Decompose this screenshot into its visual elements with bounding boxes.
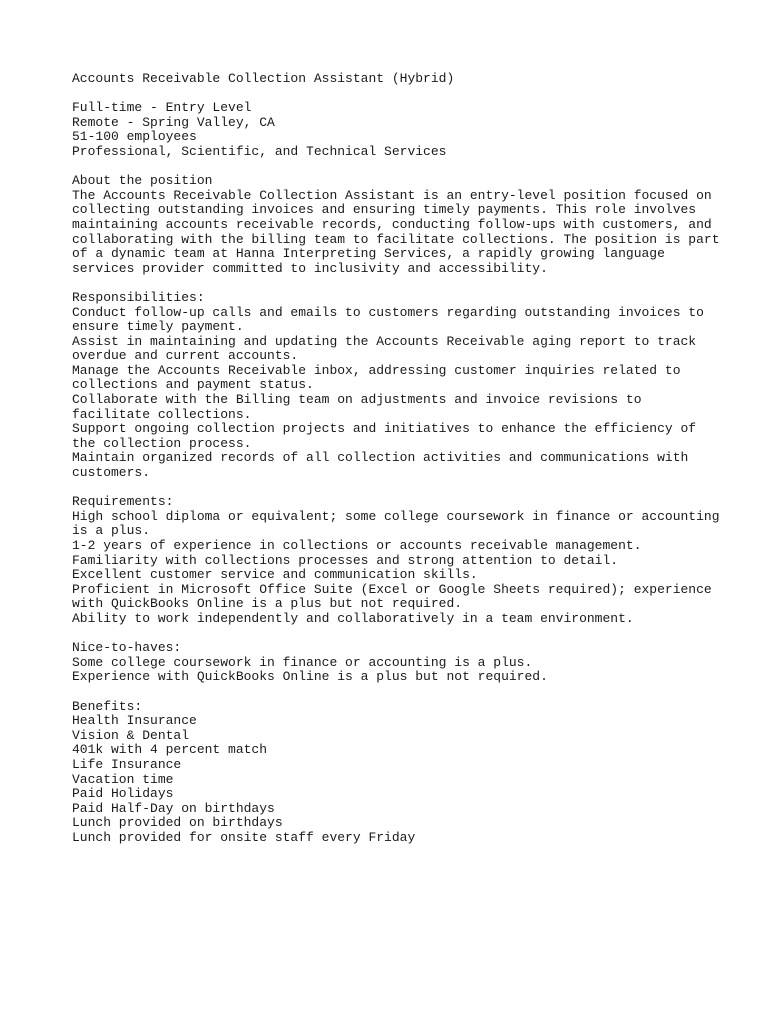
responsibility-line: collections and payment status.: [72, 377, 314, 393]
responsibility-line: customers.: [72, 465, 151, 481]
spacer: [72, 276, 712, 291]
responsibility-line: Assist in maintaining and updating the Accounts Receivable aging report to track: [72, 333, 697, 349]
job-meta: [72, 101, 712, 159]
requirement-line: 1-2 years of experience in collections or accounts receivable management.: [72, 538, 642, 553]
requirement-line: High school diploma or equivalent; some college coursework in finance or accounting: [72, 508, 720, 524]
benefit-item: Health Insurance: [72, 713, 197, 729]
nice-to-have-line: Experience with QuickBooks Online is a plus but not required.: [72, 669, 548, 685]
about-line: maintaining accounts receivable records, conducting follow-ups with customers, and: [72, 216, 712, 232]
about-line: services provider committed to inclusivity and accessibility.: [72, 260, 548, 276]
requirement-line: Proficient in Microsoft Office Suite (Excel or Google Sheets required); experience: [72, 581, 712, 597]
spacer: [72, 627, 712, 642]
responsibility-line: ensure timely payment.: [72, 319, 244, 335]
responsibility-line: the collection process.: [72, 435, 252, 451]
about-line: of a dynamic team at Hanna Interpreting Services, a rapidly growing language: [72, 246, 665, 262]
responsibilities-section: [72, 291, 712, 481]
spacer: [72, 685, 712, 700]
benefit-item: Lunch provided on birthdays: [72, 815, 283, 831]
about-line: collecting outstanding invoices and ensuring timely payments. This role involves: [72, 202, 697, 218]
benefit-item: Vision & Dental: [72, 727, 190, 743]
benefit-item: 401k with 4 percent match: [72, 742, 268, 758]
job-posting-document: [72, 71, 720, 845]
responsibility-line: Conduct follow-up calls and emails to customers regarding outstanding invoices to: [72, 304, 704, 320]
requirement-line: Familiarity with collections processes and strong attention to detail.: [72, 552, 619, 568]
responsibility-line: Manage the Accounts Receivable inbox, addressing customer inquiries related to: [72, 362, 681, 378]
about-line: The Accounts Receivable Collection Assistant is an entry-level position focused on: [72, 187, 712, 203]
employment-type: Full-time - Entry Level: [72, 100, 252, 116]
benefit-item: Paid Half-Day on birthdays: [72, 800, 275, 816]
responsibility-line: Collaborate with the Billing team on adjustments and invoice revisions to: [72, 392, 642, 408]
industry: Professional, Scientific, and Technical Services: [72, 143, 447, 159]
nice-to-haves-section: [72, 641, 712, 685]
job-location: Remote - Spring Valley, CA: [72, 114, 275, 130]
requirement-line: is a plus.: [72, 523, 151, 539]
benefit-item: Paid Holidays: [72, 786, 174, 802]
benefits-section: [72, 700, 712, 846]
responsibility-line: facilitate collections.: [72, 406, 252, 422]
responsibility-line: Maintain organized records of all collection activities and communications with: [72, 450, 689, 466]
responsibility-line: Support ongoing collection projects and initiatives to enhance the efficiency of: [72, 421, 697, 437]
about-line: collaborating with the billing team to facilitate collections. The position is part: [72, 231, 720, 247]
benefit-item: Life Insurance: [72, 756, 182, 772]
nice-to-haves-heading: Nice-to-haves:: [72, 640, 182, 656]
benefits-heading: Benefits:: [72, 698, 143, 714]
nice-to-have-line: Some college coursework in finance or accounting is a plus.: [72, 654, 533, 670]
company-size: 51-100 employees: [72, 129, 197, 145]
requirement-line: with QuickBooks Online is a plus but not required.: [72, 596, 463, 612]
responsibilities-heading: Responsibilities:: [72, 289, 205, 305]
benefit-item: Lunch provided for onsite staff every Friday: [72, 829, 416, 845]
job-title: Accounts Receivable Collection Assistant (Hybrid): [72, 71, 455, 86]
spacer: [72, 481, 712, 496]
requirement-line: Ability to work independently and collaboratively in a team environment.: [72, 610, 634, 626]
spacer: [72, 160, 712, 175]
benefit-item: Vacation time: [72, 771, 174, 787]
requirement-line: Excellent customer service and communication skills.: [72, 567, 478, 583]
requirements-heading: Requirements:: [72, 494, 174, 510]
responsibility-line: overdue and current accounts.: [72, 348, 299, 364]
spacer: [72, 87, 712, 102]
about-heading: About the position: [72, 173, 213, 189]
requirements-section: [72, 494, 720, 626]
about-section: [72, 173, 720, 276]
